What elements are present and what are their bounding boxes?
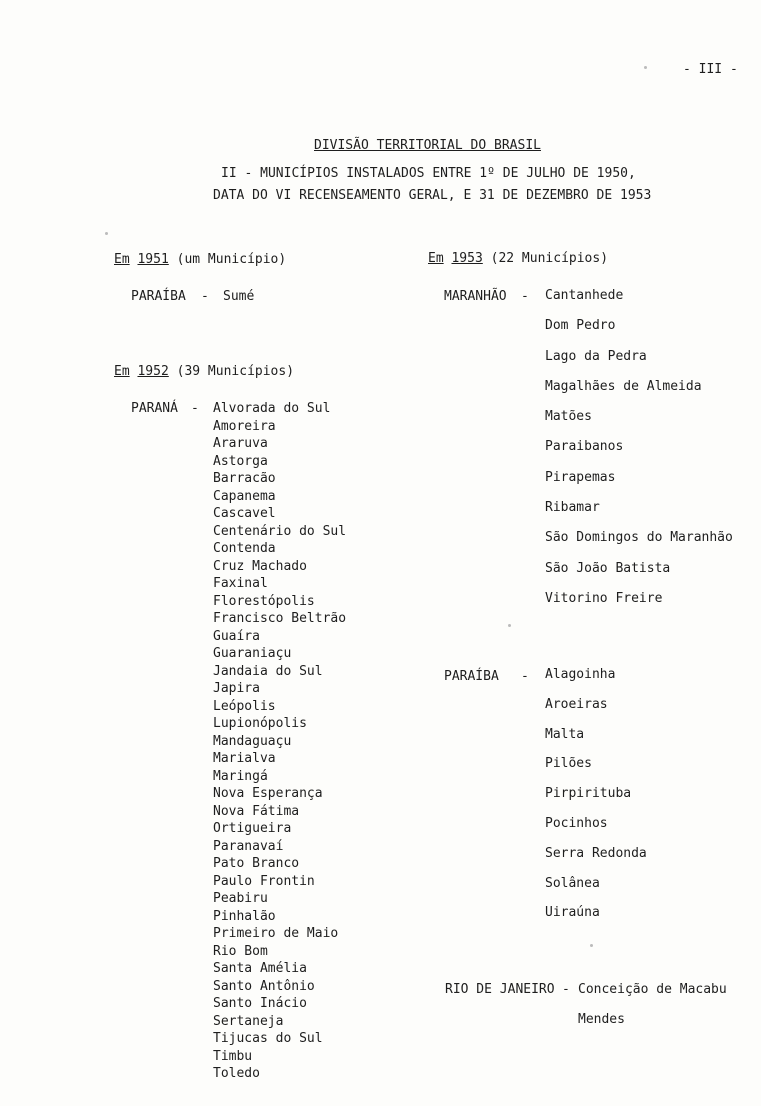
list-item: Ribamar: [545, 500, 600, 516]
municipality-sume: Sumé: [223, 289, 255, 304]
section-heading-1951: [114, 252, 286, 268]
list-item: Malta: [545, 726, 585, 742]
municipality-list-paraiba-1953: [545, 667, 647, 935]
scan-speck: [590, 944, 593, 947]
list-item: Ortigueira: [213, 821, 292, 836]
list-item: São João Batista: [545, 560, 671, 576]
list-item: Capanema: [213, 488, 276, 504]
list-item: Matões: [545, 409, 592, 425]
list-item: Lupionópolis: [213, 716, 307, 731]
list-item: Alvorada do Sul: [213, 401, 331, 416]
heading-prefix: Em: [114, 252, 130, 267]
list-item: Solânea: [545, 875, 600, 891]
list-item: Guaraniaçu: [213, 646, 292, 661]
heading-count: (um Município): [176, 252, 287, 267]
document-subtitle-line-1: II - MUNICÍPIOS INSTALADOS ENTRE 1º DE JULHO DE 1950,: [221, 166, 636, 181]
list-item: Florestópolis: [213, 593, 315, 609]
list-item: Alagoinha: [545, 667, 616, 682]
list-item: Pocinhos: [545, 815, 608, 831]
state-label-paraiba-1951: PARAÍBA: [131, 289, 186, 304]
section-heading-1952: [114, 364, 294, 380]
list-item: Paranavaí: [213, 838, 284, 854]
list-item: Vitorino Freire: [545, 590, 663, 606]
list-item: Uiraúna: [545, 905, 600, 921]
municipality-list-parana-1952: [213, 400, 346, 1083]
municipality-conceicao-de-macabu: Conceição de Macabu: [578, 982, 727, 997]
heading-year: 1952: [137, 364, 169, 379]
list-item: Toledo: [213, 1066, 260, 1081]
list-item: Cascavel: [213, 506, 276, 521]
list-item: Amoreira: [213, 418, 276, 434]
document-subtitle-line-2: DATA DO VI RECENSEAMENTO GERAL, E 31 DE DEZEMBRO DE 1953: [213, 188, 652, 203]
list-item: Santo Antônio: [213, 978, 315, 994]
state-dash-rio-de-janeiro: -: [562, 982, 570, 997]
list-item: Guaíra: [213, 628, 260, 644]
list-item: Japira: [213, 681, 260, 696]
state-label-paraiba-1953: PARAÍBA: [444, 669, 499, 684]
state-label-rio-de-janeiro: RIO DE JANEIRO: [445, 982, 555, 997]
list-item: Aroeiras: [545, 696, 608, 712]
page-number: - III -: [683, 62, 738, 77]
list-item: Peabiru: [213, 891, 268, 906]
list-item: Pato Branco: [213, 856, 300, 871]
list-item: Marialva: [213, 751, 276, 766]
document-title: DIVISÃO TERRITORIAL DO BRASIL: [314, 138, 541, 153]
list-item: Timbu: [213, 1048, 253, 1064]
scan-speck: [105, 232, 108, 235]
list-item: Tijucas do Sul: [213, 1031, 323, 1046]
list-item: Serra Redonda: [545, 845, 647, 861]
list-item: Nova Fátima: [213, 803, 300, 819]
list-item: Francisco Beltrão: [213, 611, 347, 626]
heading-prefix: Em: [428, 251, 444, 266]
heading-year: 1951: [137, 252, 169, 267]
list-item: Maringá: [213, 768, 268, 784]
list-item: Araruva: [213, 436, 268, 451]
list-item: Cruz Machado: [213, 558, 307, 574]
heading-count: (22 Municípios): [490, 251, 609, 266]
list-item: Barracão: [213, 471, 276, 486]
list-item: São Domingos do Maranhão: [545, 530, 733, 546]
scan-speck: [508, 624, 511, 627]
state-label-parana-1952: PARANÁ: [131, 401, 178, 416]
list-item: Centenário do Sul: [213, 523, 347, 539]
list-item: Contenda: [213, 541, 276, 556]
list-item: Pinhalão: [213, 908, 276, 924]
list-item: Sertaneja: [213, 1013, 284, 1029]
list-item: Dom Pedro: [545, 318, 616, 334]
list-item: Pirapemas: [545, 469, 616, 485]
list-item: Primeiro de Maio: [213, 926, 339, 941]
state-dash-parana-1952: -: [191, 401, 199, 416]
heading-prefix: Em: [114, 364, 130, 379]
heading-count: (39 Municípios): [176, 364, 295, 379]
list-item: Jandaia do Sul: [213, 663, 323, 679]
list-item: Paulo Frontin: [213, 873, 315, 889]
scan-speck: [644, 66, 647, 69]
list-item: Pilões: [545, 756, 592, 772]
state-label-maranhao: MARANHÃO: [444, 289, 507, 304]
state-dash-paraiba-1951: -: [201, 289, 209, 304]
section-heading-1953: [428, 251, 608, 267]
list-item: Astorga: [213, 453, 268, 469]
list-item: Leópolis: [213, 698, 276, 714]
list-item: Santo Inácio: [213, 996, 307, 1011]
municipality-list-maranhao: [545, 288, 733, 621]
list-item: Nova Esperança: [213, 786, 323, 801]
list-item: Rio Bom: [213, 943, 268, 959]
list-item: Pirpirituba: [545, 786, 632, 802]
list-item: Lago da Pedra: [545, 348, 647, 364]
list-item: Cantanhede: [545, 288, 624, 303]
list-item: Magalhães de Almeida: [545, 378, 702, 394]
state-dash-maranhao: -: [521, 289, 529, 304]
list-item: Paraibanos: [545, 439, 624, 455]
list-item: Mandaguaçu: [213, 733, 292, 749]
heading-year: 1953: [451, 251, 483, 266]
list-item: Santa Amélia: [213, 961, 307, 976]
municipality-mendes: Mendes: [578, 1012, 625, 1027]
state-dash-paraiba-1953: -: [521, 669, 529, 684]
list-item: Faxinal: [213, 576, 268, 591]
